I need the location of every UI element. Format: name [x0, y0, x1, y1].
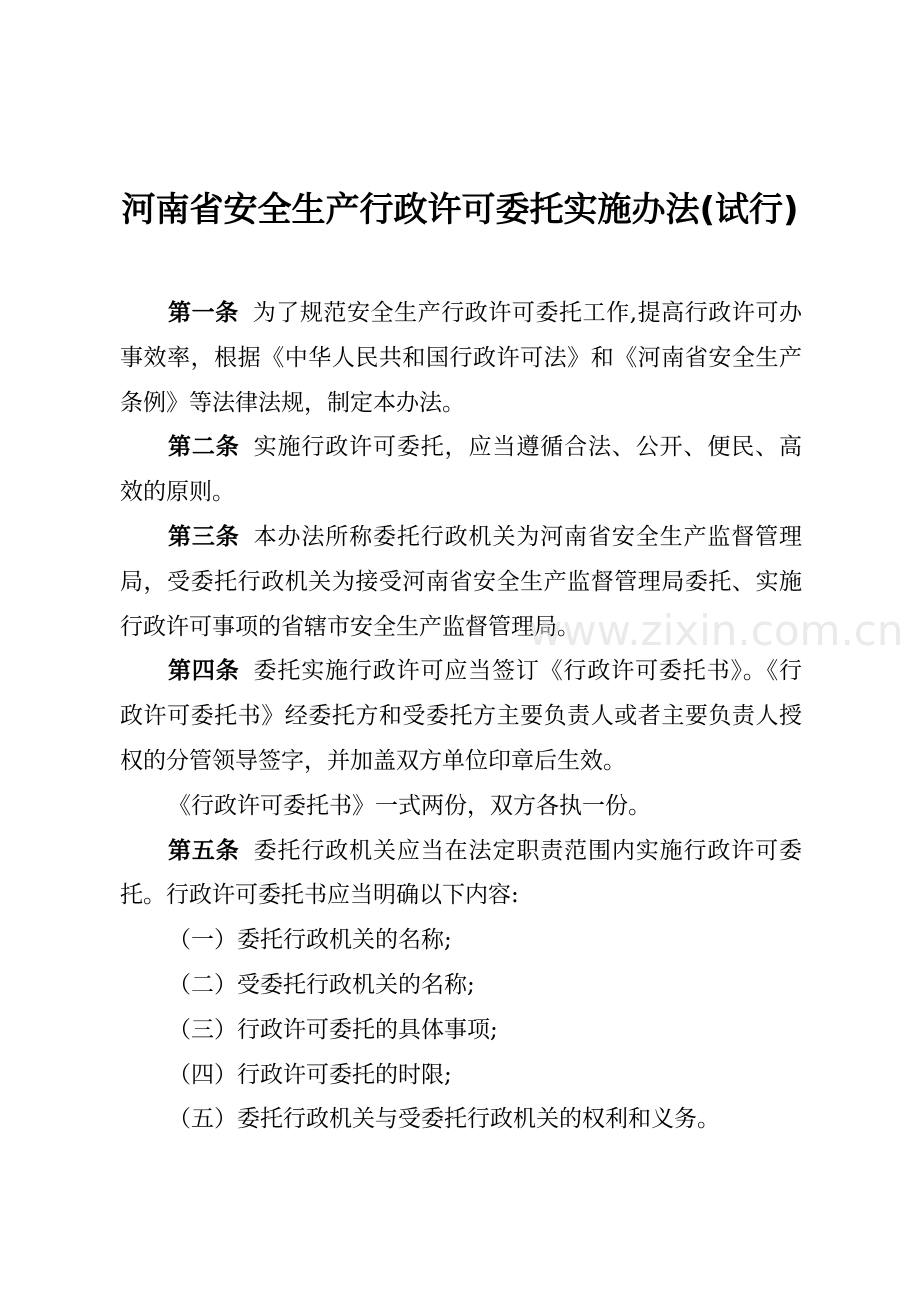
article-heading: 第二条 — [168, 434, 240, 461]
paragraph-text: 《行政许可委托书》一式两份，双方各执一份。 — [168, 792, 651, 819]
article-text: 本办法所称委托行政机关为河南省安全生产监督管理局，受委托行政机关为接受河南省安全生产监督管理局委托、实施行政许可事项的省辖市安全生产监督管理局。 — [120, 523, 803, 640]
list-item-text: （一）委托行政机关的名称; — [168, 927, 452, 954]
list-item-text: （三）行政许可委托的具体事项; — [168, 1016, 498, 1043]
article-heading: 第三条 — [168, 523, 240, 550]
article-4-continuation — [120, 784, 802, 829]
article-heading: 第五条 — [168, 837, 240, 864]
article-text: 委托实施行政许可应当签订《行政许可委托书》。《行政许可委托书》经委托方和受委托方主要负责人或者主要负责人授权的分管领导签字，并加盖双方单位印章后生效。 — [120, 658, 803, 774]
article-heading: 第一条 — [168, 300, 239, 326]
article-4-paragraph — [120, 649, 802, 783]
document-body — [120, 291, 802, 1142]
list-item-3 — [120, 1008, 802, 1053]
article-text: 为了规范安全生产行政许可委托工作,提高行政许可办事效率，根据《中华人民共和国行政许可法》和《河南省安全生产条例》等法律法规，制定本办法。 — [120, 300, 803, 416]
watermark-text: www.zixin.com.cn — [528, 606, 904, 655]
article-2-paragraph — [120, 425, 802, 515]
list-item-text: （五）委托行政机关与受委托行政机关的权利和义务。 — [168, 1106, 720, 1133]
article-1-paragraph — [120, 291, 802, 425]
document-title: 河南省安全生产行政许可委托实施办法(试行) — [121, 190, 799, 230]
article-5-paragraph — [120, 829, 802, 919]
list-item-1 — [120, 918, 802, 963]
list-item-text: （二）受委托行政机关的名称; — [168, 971, 475, 998]
article-text: 实施行政许可委托，应当遵循合法、公开、便民、高效的原则。 — [120, 434, 803, 506]
article-text: 委托行政机关应当在法定职责范围内实施行政许可委托。行政许可委托书应当明确以下内容: — [120, 837, 803, 909]
list-item-text: （四）行政许可委托的时限; — [168, 1061, 452, 1088]
list-item-2 — [120, 963, 802, 1008]
article-heading: 第四条 — [168, 658, 240, 685]
list-item-4 — [120, 1053, 802, 1098]
list-item-5 — [120, 1097, 802, 1142]
